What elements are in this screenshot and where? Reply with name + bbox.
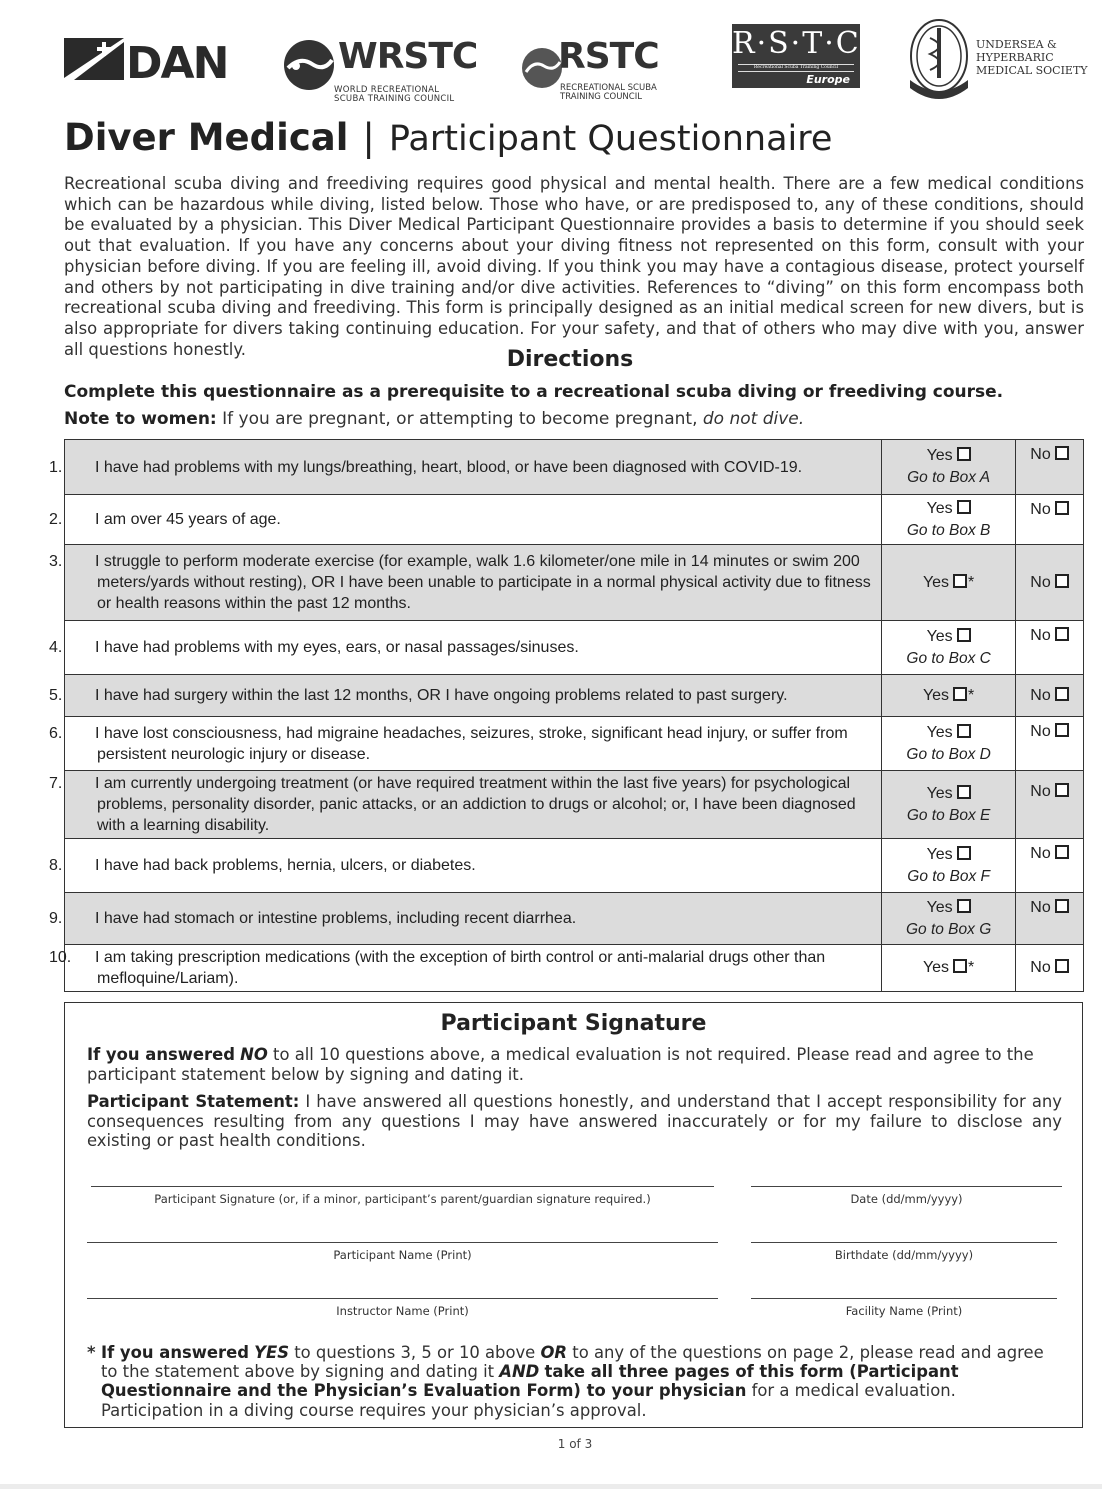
footnote-asterisk: * [87, 1343, 96, 1362]
yes-checkbox[interactable] [957, 628, 971, 642]
no-checkbox[interactable] [1055, 687, 1069, 701]
no-checkbox[interactable] [1055, 845, 1069, 859]
question-row: 3. I struggle to perform moderate exercise (for example, walk 1.6 kilometer/one mile in 14 minutes or swim 200 meters/yards without resting), OR I have been unable to participate in a normal physical activity due to fitness or health reasons within the past 12 months. Yes * No [65, 545, 1084, 621]
participant-name-line[interactable] [87, 1242, 718, 1243]
no-checkbox[interactable] [1055, 446, 1069, 460]
question-text: I have had stomach or intestine problems, including recent diarrhea. [95, 910, 577, 927]
participant-signature-section [64, 1002, 1083, 1428]
no-answers-instruction: If you answered NO to all 10 questions above, a medical evaluation is not required. Please read and agree to the participant statement below by signing and dating it. [87, 1045, 1034, 1084]
yes-checkbox[interactable] [957, 724, 971, 738]
goto-label: Go to Box C [906, 649, 991, 667]
rstc-europe-logo: R·S·T·C Recreational Scuba Training Council Europe [732, 26, 861, 86]
date-line[interactable] [751, 1186, 1062, 1187]
yes-checkbox[interactable] [957, 447, 971, 461]
question-text: I am taking prescription medications (with the exception of birth control or anti-malarial drugs other than mefloquine/Lariam). [95, 949, 826, 987]
title-main: Diver Medical [64, 116, 349, 159]
svg-text:DAN: DAN [126, 38, 228, 84]
signature-heading: Participant Signature [440, 1011, 707, 1036]
question-row: 2. I am over 45 years of age. Yes Go to Box B No [65, 495, 1084, 545]
no-checkbox[interactable] [1055, 501, 1069, 515]
note-label: Note to women: [64, 409, 217, 429]
statement-text: I have answered all questions honestly, and understand that I accept responsibility for any consequences resulting from any questions I may have answered inaccurately or for my failure to disclose any existing or past health conditions. [87, 1092, 1062, 1150]
goto-label: Go to Box A [907, 469, 991, 486]
no-checkbox[interactable] [1055, 627, 1069, 641]
asterisk-marker: * [968, 959, 975, 976]
note-text: If you are pregnant, or attempting to become pregnant, [222, 409, 698, 429]
goto-label: Go to Box E [906, 806, 991, 824]
yes-checkbox[interactable] [953, 687, 967, 701]
question-text: I have lost consciousness, had migraine headaches, seizures, stroke, significant head injury, or suffer from persistent neurologic injury or disease. [95, 724, 848, 763]
rstc-logo: RSTC RECREATIONAL SCUBA TRAINING COUNCIL [520, 36, 690, 108]
yes-checkbox[interactable] [953, 959, 967, 973]
question-row: 10. I am taking prescription medications (with the exception of birth control or anti-malarial drugs other than mefloquine/Lariam). Yes * No [65, 945, 1084, 992]
participant-signature-line[interactable] [91, 1186, 714, 1187]
birthdate-label: Birthdate (dd/mm/yyyy) [834, 1248, 974, 1262]
question-text: I have had back problems, hernia, ulcers, or diabetes. [95, 857, 476, 874]
facility-name-line[interactable] [751, 1298, 1057, 1299]
asterisk-marker: * [968, 573, 975, 591]
page-number: 1 of 3 [557, 1437, 593, 1451]
no-checkbox[interactable] [1055, 899, 1069, 913]
logo-bar [64, 18, 1088, 108]
question-text: I have had surgery within the last 12 months, OR I have ongoing problems related to past surgery. [95, 687, 788, 704]
questionnaire-table [49, 439, 1084, 992]
question-row: 4. I have had problems with my eyes, ears, or nasal passages/sinuses. Yes Go to Box C No [65, 621, 1084, 675]
page-bottom-edge [0, 1484, 1102, 1489]
dan-logo-icon [64, 38, 234, 84]
question-row: 8. I have had back problems, hernia, ulcers, or diabetes. Yes Go to Box F No [65, 839, 1084, 893]
diver-globe-icon [282, 38, 336, 92]
question-row: 6. I have lost consciousness, had migraine headaches, seizures, stroke, significant head injury, or suffer from persistent neurologic injury or disease. Yes Go to Box D No [65, 717, 1084, 771]
title-separator: | [362, 116, 375, 159]
participant-name-label: Participant Name (Print) [333, 1248, 472, 1262]
no-checkbox[interactable] [1055, 959, 1069, 973]
no-checkbox[interactable] [1055, 723, 1069, 737]
no-checkbox[interactable] [1055, 574, 1069, 588]
yes-checkbox[interactable] [953, 574, 967, 588]
note-emphasis: do not dive. [702, 409, 805, 429]
goto-label: Go to Box G [905, 920, 992, 938]
goto-label: Go to Box D [906, 745, 991, 763]
directions-instruction: Complete this questionnaire as a prerequisite to a recreational scuba diving or freediving course. [64, 382, 1004, 402]
directions-heading: Directions [506, 347, 634, 372]
goto-label: Go to Box B [906, 521, 991, 539]
statement-label: Participant Statement: [87, 1092, 300, 1111]
dan-logo [64, 38, 234, 88]
uhms-logo: UNDERSEA & HYPERBARIC MEDICAL SOCIETY [906, 18, 1086, 102]
note-to-women [64, 409, 804, 429]
question-row: 1. I have had problems with my lungs/breathing, heart, blood, or have been diagnosed with COVID-19. Yes Go to Box A No [65, 440, 1084, 495]
question-row: 7. I am currently undergoing treatment (or have required treatment within the last five years) for psychological problems, personality disorder, panic attacks, or an addiction to drugs or alcohol; or, I have been diagnosed with a learning disability. Yes Go to Box E No [65, 771, 1084, 839]
instructor-name-line[interactable] [87, 1298, 718, 1299]
asterisk-marker: * [968, 686, 975, 704]
question-text: I have had problems with my lungs/breathing, heart, blood, or have been diagnosed with COVID-19. [95, 458, 803, 476]
intro-paragraph: Recreational scuba diving and freediving requires good physical and mental health. There are a few medical conditions which can be hazardous while diving, listed below. Those who have, or are predisposed to, any of these conditions, should be evaluated by a physician. This Diver Medical Participant Questionnaire provides a basis to determine if you should seek out that evaluation. If you have any concerns about your diving fitness not represented on this form, consult with your physician before diving. If you are feeling ill, avoid diving. If you think you may have a contagious disease, protect yourself and others by not participating in dive training and/or dive activities. References to “diving” on this form encompass both recreational scuba diving and freediving. This form is principally designed as an initial medical screen for new divers, but is also appropriate for divers taking continuing education. For your safety, and that of others who may dive with you, answer all questions honestly. [64, 174, 1084, 359]
goto-label: Go to Box F [907, 867, 990, 885]
question-text: I have had problems with my eyes, ears, or nasal passages/sinuses. [95, 639, 579, 656]
yes-checkbox[interactable] [957, 846, 971, 860]
yes-checkbox[interactable] [957, 899, 971, 913]
yes-checkbox[interactable] [957, 785, 971, 799]
facility-name-label: Facility Name (Print) [845, 1304, 963, 1318]
date-label: Date (dd/mm/yyyy) [850, 1192, 963, 1206]
question-row: 5. I have had surgery within the last 12 months, OR I have ongoing problems related to past surgery. Yes * No [65, 675, 1084, 717]
participant-signature-label: Participant Signature (or, if a minor, participant’s parent/guardian signature required.) [154, 1192, 651, 1206]
question-text: I am currently undergoing treatment (or have required treatment within the last five years) for psychological problems, personality disorder, panic attacks, or an addiction to drugs or alcohol; or, I have been diagnosed with a learning disability. [95, 775, 856, 834]
question-row: 9. I have had stomach or intestine problems, including recent diarrhea. Yes Go to Box G No [65, 893, 1084, 945]
participant-statement [87, 1092, 1062, 1151]
yes-checkbox[interactable] [957, 500, 971, 514]
question-text: I struggle to perform moderate exercise (for example, walk 1.6 kilometer/one mile in 14 minutes or swim 200 meters/yards without resting), OR I have been unable to participate in a normal physical activity due to fitness or health reasons within the past 12 months. [95, 553, 871, 612]
no-checkbox[interactable] [1055, 783, 1069, 797]
wrstc-logo: WRSTC WORLD RECREATIONAL SCUBA TRAINING COUNCIL [282, 36, 482, 108]
caduceus-icon [906, 18, 972, 102]
yes-answers-footnote: * If you answered YES to questions 3, 5 or 10 above OR to any of the questions on page 2, please read and agree to the statement above by signing and dating it AND take all three pages of this form (Participant Questionnaire and the Physician’s Evaluation Form) to your physician for a medical evaluation. Participation in a diving course requires your physician’s approval. [87, 1343, 1044, 1420]
title-sub: Participant Questionnaire [388, 119, 833, 159]
instructor-name-label: Instructor Name (Print) [336, 1304, 469, 1318]
page-title [64, 116, 832, 159]
question-text: I am over 45 years of age. [95, 511, 281, 528]
birthdate-line[interactable] [751, 1242, 1057, 1243]
